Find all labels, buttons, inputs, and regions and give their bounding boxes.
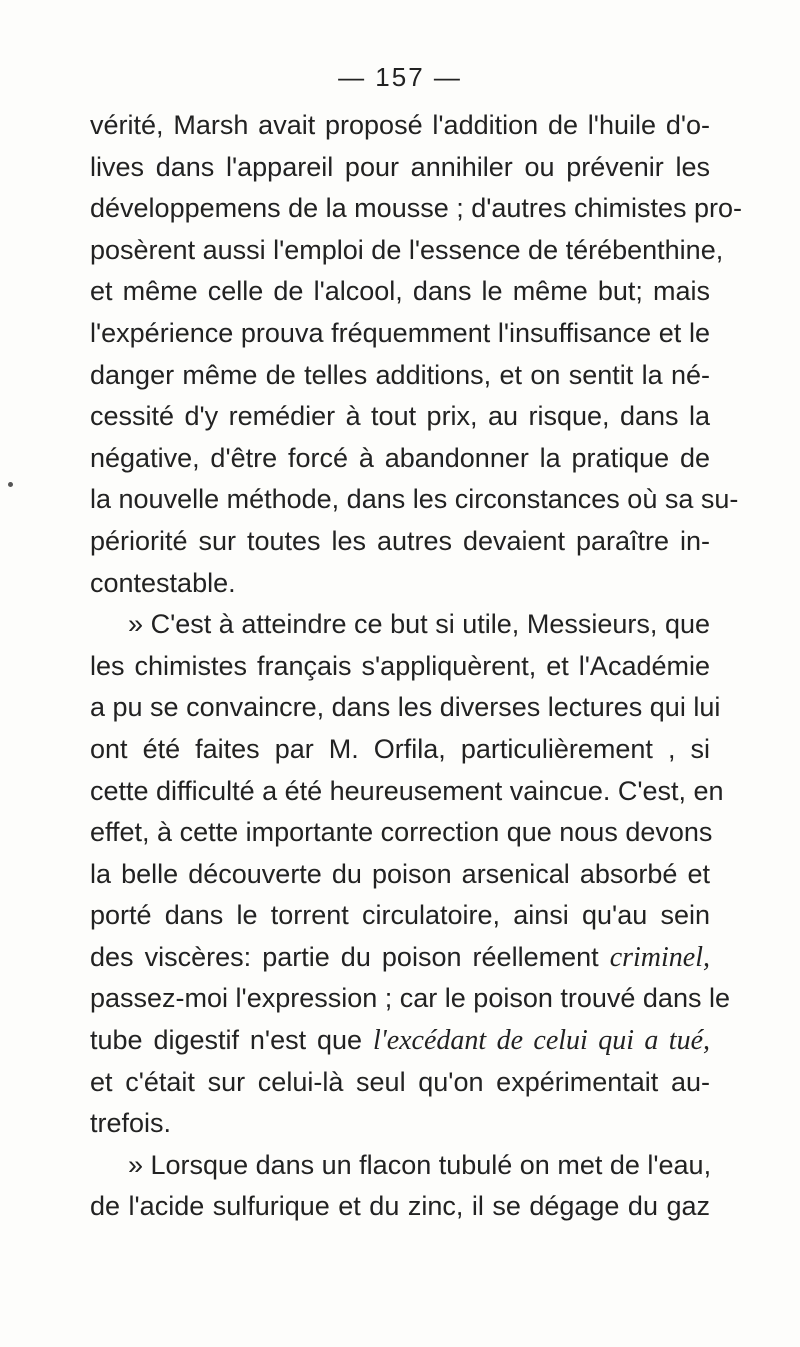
text-line: de l'acide sulfurique et du zinc, il se dégage du gaz bbox=[90, 1191, 710, 1222]
text-line: trefois. bbox=[90, 1108, 172, 1139]
page-number: — 157 — bbox=[338, 62, 462, 92]
body-text bbox=[90, 105, 742, 1228]
text-run: tube digestif n'est que bbox=[90, 1025, 373, 1056]
text-line: cette difficulté a été heureusement vaincue. C'est, en bbox=[90, 775, 724, 806]
text-line: l'expérience prouva fréquemment l'insuffisance et le bbox=[90, 317, 710, 348]
text-line: » Lorsque dans un flacon tubulé on met de l'eau, bbox=[128, 1149, 712, 1180]
text-line: périorité sur toutes les autres devaient paraître in- bbox=[90, 525, 710, 556]
text-line: passez-moi l'expression ; car le poison trouvé dans le bbox=[90, 983, 730, 1014]
text-line: contestable. bbox=[90, 567, 236, 598]
text-line: la belle découverte du poison arsenical absorbé et bbox=[90, 858, 710, 889]
text-line: effet, à cette importante correction que nous devons bbox=[90, 817, 713, 848]
italic-text: l'excédant de celui qui a tué, bbox=[372, 1025, 711, 1057]
text-line: négative, d'être forcé à abandonner la pratique de bbox=[90, 442, 710, 473]
text-line: la nouvelle méthode, dans les circonstances où sa su- bbox=[90, 484, 739, 515]
text-line: et même celle de l'alcool, dans le même but; mais bbox=[90, 276, 710, 307]
text-line: porté dans le torrent circulatoire, ainsi qu'au sein bbox=[90, 900, 710, 931]
text-line: lives dans l'appareil pour annihiler ou prévenir les bbox=[90, 151, 710, 182]
text-run: des viscères: partie du poison réellement bbox=[90, 941, 610, 972]
text-line: vérité, Marsh avait proposé l'addition de l'huile d'o- bbox=[90, 110, 710, 140]
text-line: » C'est à atteindre ce but si utile, Messieurs, que bbox=[128, 609, 710, 640]
text-line: a pu se convaincre, dans les diverses lectures qui lui bbox=[90, 692, 721, 723]
margin-mark bbox=[8, 482, 13, 487]
text-line: cessité d'y remédier à tout prix, au risque, dans la bbox=[90, 401, 710, 432]
text-line: danger même de telles additions, et on sentit la né- bbox=[90, 359, 710, 390]
italic-text: criminel, bbox=[609, 941, 710, 973]
text-line bbox=[90, 937, 710, 979]
text-line: et c'était sur celui-là seul qu'on expérimentait au- bbox=[90, 1066, 710, 1097]
text-line: les chimistes français s'appliquèrent, et l'Académie bbox=[90, 650, 710, 681]
text-line bbox=[90, 1020, 710, 1062]
text-line: développemens de la mousse ; d'autres chimistes pro- bbox=[90, 193, 742, 224]
text-line: ont été faites par M. Orfila, particulièrement , si bbox=[90, 733, 710, 764]
text-line: posèrent aussi l'emploi de l'essence de térébenthine, bbox=[90, 234, 724, 265]
